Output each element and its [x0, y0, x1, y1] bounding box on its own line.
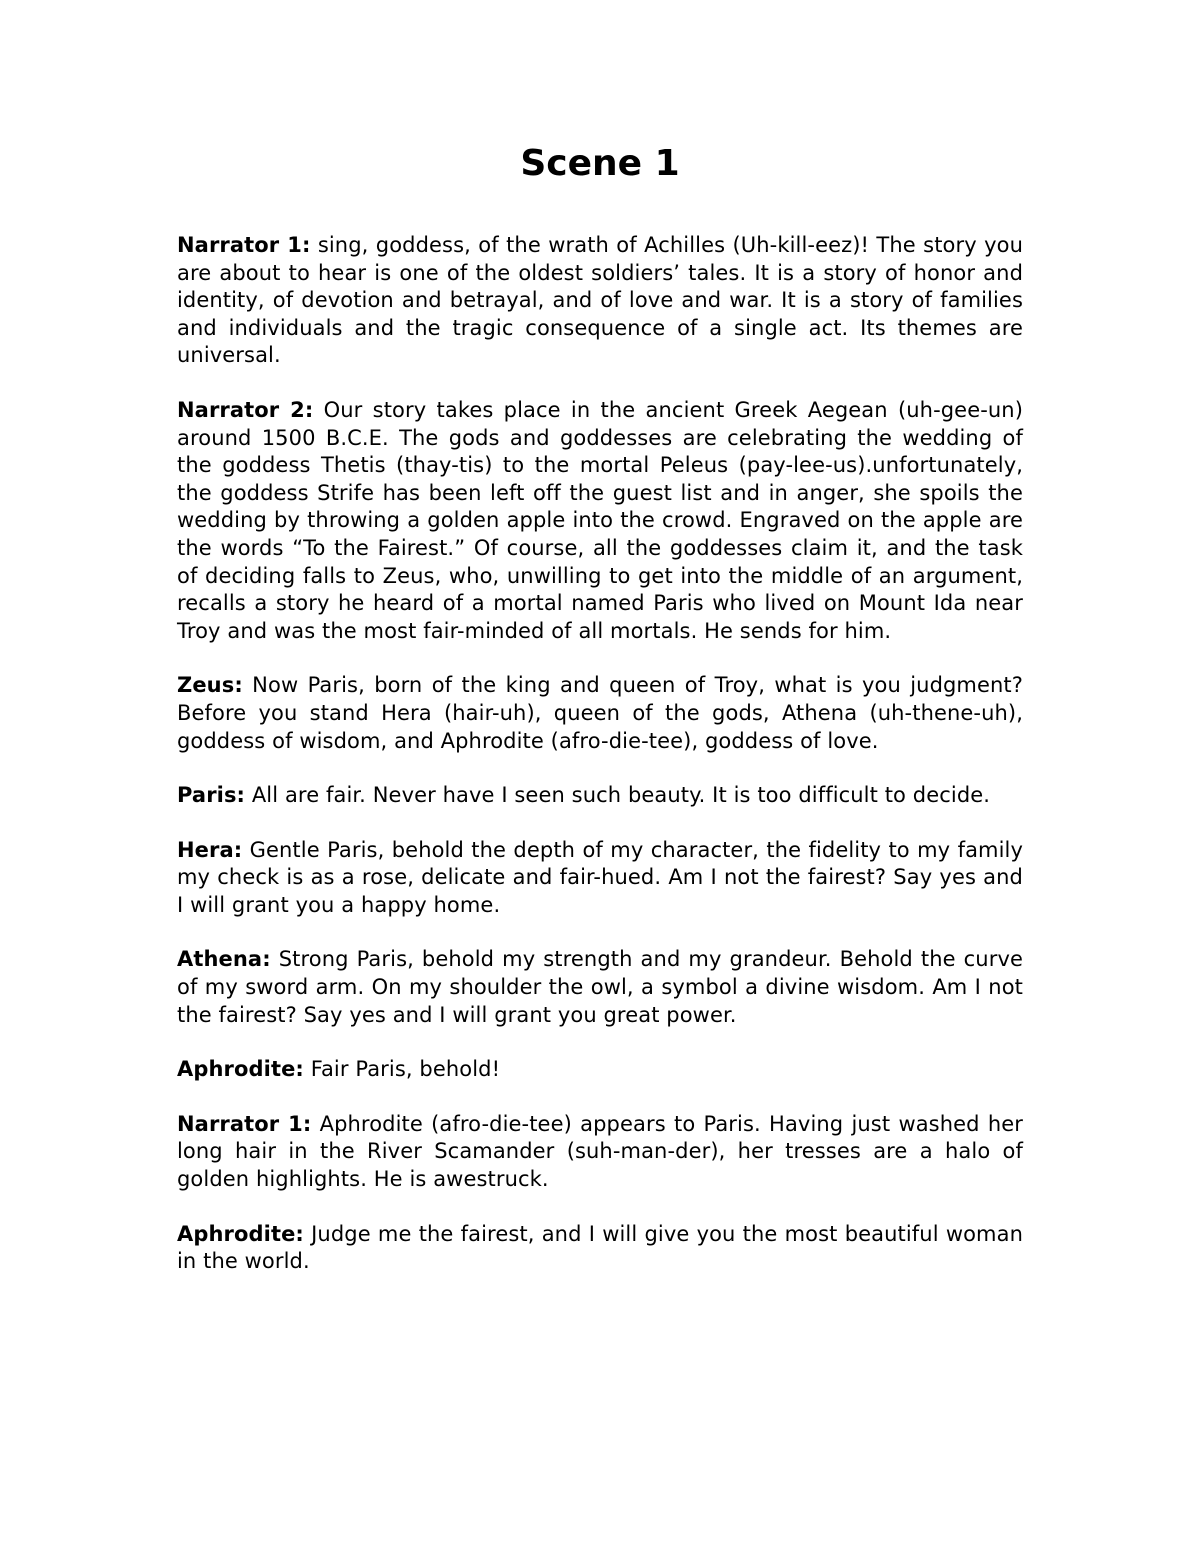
dialogue-text: Now Paris, born of the king and queen of Troy, what is you judgment? Before you stand Hera (hair-uh), queen of the gods, Athena (uh-thene-uh), goddess of wisdom, and Aphrodite (afro-die-tee), goddess of love.	[177, 673, 1023, 753]
speaker-name: Athena:	[177, 947, 271, 972]
speaker-name: Aphrodite:	[177, 1221, 304, 1246]
speaker-name: Aphrodite:	[177, 1057, 304, 1082]
speaker-name: Narrator 1:	[177, 233, 311, 257]
speaker-name: Hera:	[177, 837, 243, 862]
dialogue-text: Our story takes place in the ancient Greek Aegean (uh-gee-un) around 1500 B.C.E. The gods and goddesses are celebrating the wedding of the goddess Thetis (thay-tis) to the mortal Peleus (pay-lee-us).unfortunately, the goddess Strife has been left off the guest list and in anger, she spoils the wedding by throwing a golden apple into the crowd. Engraved on the apple are the words “To the Fairest.” Of course, all the goddesses claim it, and the task of deciding falls to Zeus, who, unwilling to get into the middle of an argument, recalls a story he heard of a mortal named Paris who lived on Mount Ida near Troy and was the most fair-minded of all mortals. He sends for him.	[177, 397, 1024, 643]
speaker-name: Narrator 1:	[177, 1111, 312, 1136]
dialogue-paragraph	[177, 1111, 1023, 1194]
dialogue-text: Gentle Paris, behold the depth of my character, the fidelity to my family my check is as a rose, delicate and fair-hued. Am I not the fairest? Say yes and I will grant you a happy home.	[177, 837, 1023, 917]
speaker-name: Narrator 2:	[177, 397, 314, 422]
dialogue-paragraph	[177, 1221, 1023, 1276]
dialogue-paragraph	[177, 837, 1023, 920]
dialogue-text: All are fair. Never have I seen such beauty. It is too difficult to decide.	[245, 783, 991, 808]
speaker-name: Paris:	[177, 783, 246, 808]
speaker-name: Zeus:	[177, 673, 243, 698]
dialogue-paragraph	[177, 397, 1023, 645]
dialogue-paragraph	[177, 782, 1023, 810]
dialogue-text: Fair Paris, behold!	[303, 1057, 501, 1082]
dialogue-paragraph	[177, 1056, 1023, 1084]
dialogue-paragraph	[177, 232, 1023, 370]
dialogue-text: Strong Paris, behold my strength and my grandeur. Behold the curve of my sword arm. On my shoulder the owl, a symbol a divine wisdom. Am I not the fairest? Say yes and I will grant you great power.	[177, 947, 1023, 1027]
dialogue-text: Aphrodite (afro-die-tee) appears to Paris. Having just washed her long hair in the River Scamander (suh-man-der), her tresses are a halo of golden highlights. He is awestruck.	[177, 1111, 1024, 1192]
dialogue-text: sing, goddess, of the wrath of Achilles (Uh-kill-eez)! The story you are about to hear is one of the oldest soldiers’ tales. It is a story of honor and identity, of devotion and betrayal, and of love and war. It is a story of families and individuals and the tragic consequence of a single act. Its themes are universal.	[177, 233, 1023, 368]
dialogue-text: Judge me the fairest, and I will give you the most beautiful woman in the world.	[177, 1221, 1023, 1274]
dialogue-paragraph	[177, 672, 1023, 755]
document-page	[177, 140, 1023, 1303]
scene-title: Scene 1	[520, 143, 680, 184]
dialogue-paragraph	[177, 946, 1023, 1029]
